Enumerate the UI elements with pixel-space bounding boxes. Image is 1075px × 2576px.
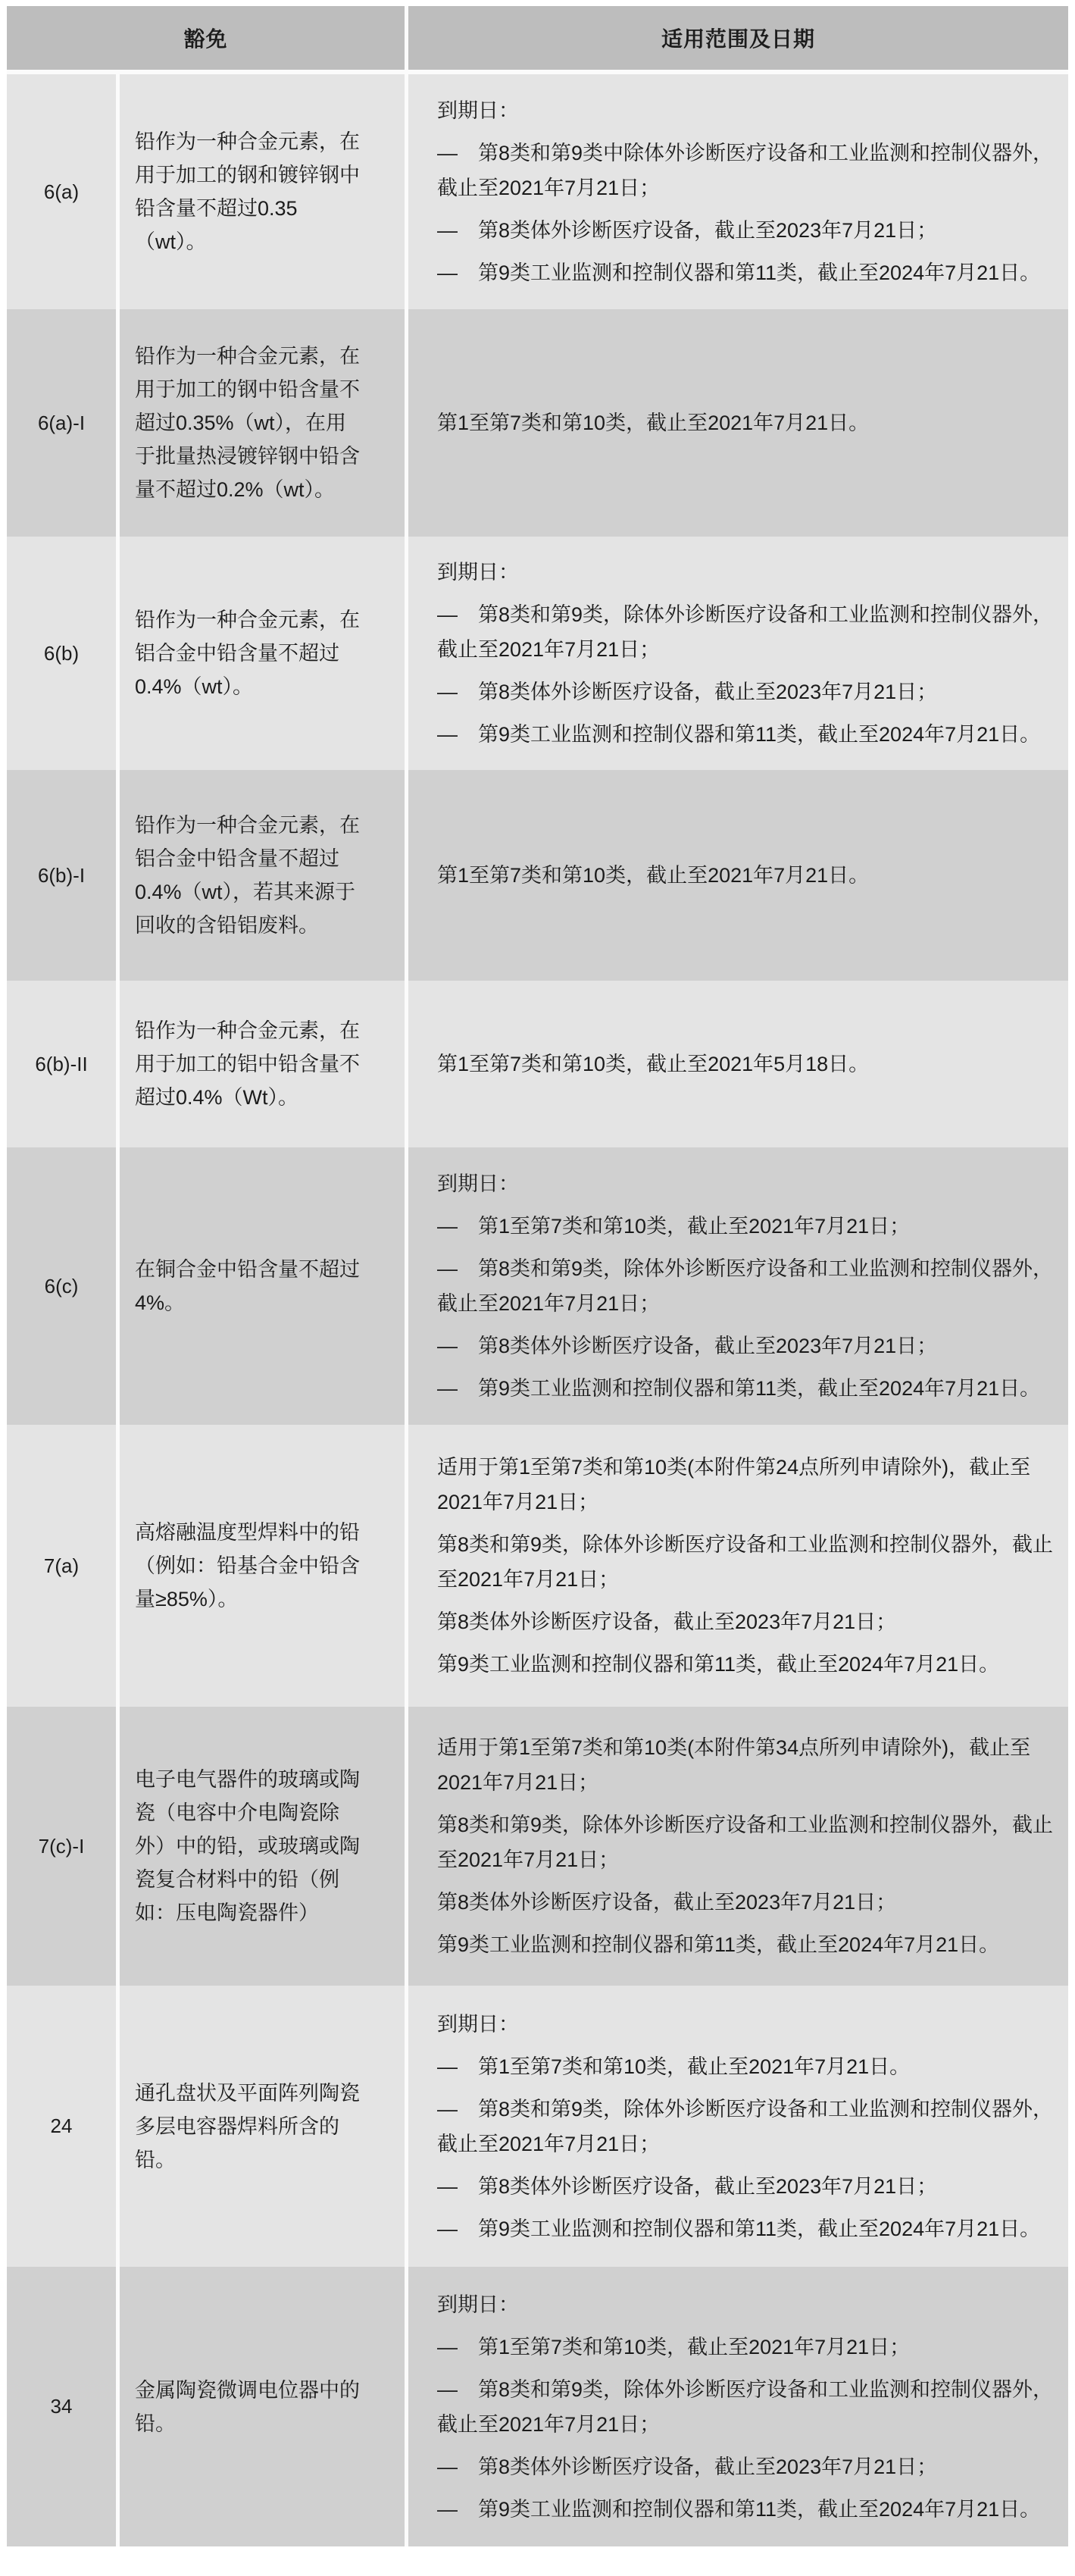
scope-dates-cell — [408, 1425, 1068, 1707]
exemption-description-cell — [120, 1707, 405, 1986]
scope-paragraph: — 第9类工业监测和控制仪器和第11类，截止至2024年7月21日。 — [437, 2497, 1041, 2521]
exemption-description-cell — [120, 1986, 405, 2267]
table-row — [7, 770, 1068, 981]
scope-paragraph: 适用于第1至第7类和第10类(本附件第24点所列申请除外)，截止至2021年7月21日； — [437, 1456, 1031, 1513]
scope-paragraph: — 第9类工业监测和控制仪器和第11类，截止至2024年7月21日。 — [437, 2217, 1041, 2240]
exemption-description-cell — [120, 309, 405, 537]
exemption-description-cell — [120, 2267, 405, 2546]
exemption-paragraph: 铅作为一种合金元素，在用于加工的钢和镀锌钢中铅含量不超过0.35（wt）。 — [135, 130, 360, 253]
scope-paragraph: — 第8类和第9类，除体外诊断医疗设备和工业监测和控制仪器外，截止至2021年7月21日； — [437, 2377, 1054, 2436]
scope-paragraph: 到期日： — [437, 2012, 519, 2036]
exemption-paragraph: 电子电气器件的玻璃或陶瓷（电容中介电陶瓷除外）中的铅，或玻璃或陶瓷复合材料中的铅（例如：压电陶瓷器件） — [135, 1768, 360, 1924]
scope-dates-cell — [408, 537, 1068, 770]
table-row — [7, 537, 1068, 770]
exemption-paragraph: 在铜合金中铅含量不超过4%。 — [135, 1258, 360, 1314]
scope-paragraph: — 第9类工业监测和控制仪器和第11类，截止至2024年7月21日。 — [437, 723, 1041, 746]
scope-paragraph: 适用于第1至第7类和第10类(本附件第34点所列申请除外)，截止至2021年7月21日； — [437, 1736, 1031, 1794]
scope-paragraph: 到期日： — [437, 561, 519, 584]
scope-paragraph: — 第8类体外诊断医疗设备，截止至2023年7月21日； — [437, 2455, 938, 2478]
exemption-code-cell: 6(b) — [7, 537, 116, 770]
scope-dates-cell — [408, 981, 1068, 1147]
exemption-paragraph: 高熔融温度型焊料中的铅（例如：铅基合金中铅含量≥85%）。 — [135, 1521, 360, 1610]
exemption-description-cell — [120, 74, 405, 309]
exemption-description-text — [135, 1763, 364, 1930]
table-row — [7, 1707, 1068, 1986]
scope-paragraph: 第8类和第9类，除体外诊断医疗设备和工业监测和控制仪器外，截止至2021年7月21日； — [437, 1533, 1054, 1591]
scope-paragraph: 第8类体外诊断医疗设备，截止至2023年7月21日； — [437, 1891, 897, 1914]
scope-dates-text — [437, 93, 1055, 290]
header-cell-exemption — [7, 6, 405, 70]
exemption-code-cell: 6(b)-I — [7, 770, 116, 981]
scope-paragraph: — 第9类工业监测和控制仪器和第11类，截止至2024年7月21日。 — [437, 1377, 1041, 1400]
exemption-description-text — [135, 2374, 364, 2440]
scope-paragraph: 第9类工业监测和控制仪器和第11类，截止至2024年7月21日。 — [437, 1653, 1000, 1676]
scope-dates-text — [437, 1450, 1055, 1682]
scope-paragraph: — 第1至第7类和第10类，截止至2021年7月21日。 — [437, 2055, 911, 2078]
scope-paragraph: — 第8类和第9类，除体外诊断医疗设备和工业监测和控制仪器外，截止至2021年7月21日； — [437, 1257, 1054, 1315]
exemption-code-cell: 6(a)-I — [7, 309, 116, 537]
exemption-code-cell: 6(c) — [7, 1147, 116, 1425]
exemption-code-cell: 34 — [7, 2267, 116, 2546]
exemption-paragraph: 通孔盘状及平面阵列陶瓷多层电容器焊料所含的铅。 — [135, 2081, 360, 2171]
exemption-description-text — [135, 1014, 364, 1114]
scope-paragraph: — 第1至第7类和第10类，截止至2021年7月21日； — [437, 1215, 911, 1238]
scope-dates-text — [437, 1730, 1055, 1962]
scope-paragraph: 第8类体外诊断医疗设备，截止至2023年7月21日； — [437, 1610, 897, 1633]
exemption-code-cell: 6(a) — [7, 74, 116, 309]
scope-dates-text — [437, 405, 1055, 440]
scope-paragraph: 到期日： — [437, 1172, 519, 1195]
exemption-description-text — [135, 603, 364, 703]
table-row — [7, 2267, 1068, 2546]
scope-dates-text — [437, 2287, 1055, 2527]
table-row — [7, 1986, 1068, 2267]
exemption-description-cell — [120, 981, 405, 1147]
header-label-scope-dates: 适用范围及日期 — [661, 27, 815, 51]
exemption-description-text — [135, 125, 364, 258]
exemption-code-cell: 7(c)-I — [7, 1707, 116, 1986]
exemption-code-cell: 24 — [7, 1986, 116, 2267]
scope-paragraph: — 第1至第7类和第10类，截止至2021年7月21日； — [437, 2335, 911, 2358]
scope-paragraph: — 第8类体外诊断医疗设备，截止至2023年7月21日； — [437, 681, 938, 703]
header-cell-scope-dates — [408, 6, 1068, 70]
table-row — [7, 1425, 1068, 1707]
scope-dates-cell — [408, 1986, 1068, 2267]
scope-dates-text — [437, 2007, 1055, 2246]
scope-paragraph: 第8类和第9类，除体外诊断医疗设备和工业监测和控制仪器外，截止至2021年7月21日； — [437, 1814, 1054, 1871]
scope-dates-cell — [408, 770, 1068, 981]
exemption-table — [7, 6, 1068, 2546]
exemption-paragraph: 铅作为一种合金元素，在用于加工的钢中铅含量不超过0.35%（wt），在用于批量热浸镀锌钢中铅含量不超过0.2%（wt）。 — [135, 345, 360, 501]
exemption-paragraph: 铅作为一种合金元素，在铝合金中铅含量不超过0.4%（wt），若其来源于回收的含铅铝废料。 — [135, 814, 360, 937]
exemption-description-cell — [120, 770, 405, 981]
exemption-paragraph: 铅作为一种合金元素，在铝合金中铅含量不超过0.4%（wt）。 — [135, 609, 360, 698]
table-row — [7, 74, 1068, 309]
scope-paragraph: 到期日： — [437, 99, 519, 122]
scope-paragraph: — 第9类工业监测和控制仪器和第11类，截止至2024年7月21日。 — [437, 261, 1041, 284]
scope-paragraph: 第1至第7类和第10类，截止至2021年7月21日。 — [437, 412, 870, 434]
exemption-description-cell — [120, 1147, 405, 1425]
table-row — [7, 981, 1068, 1147]
scope-paragraph: — 第8类和第9类，除体外诊断医疗设备和工业监测和控制仪器外，截止至2021年7月21日； — [437, 2097, 1054, 2155]
exemption-code-cell: 6(b)-II — [7, 981, 116, 1147]
header-label-exemption: 豁免 — [183, 27, 228, 51]
scope-paragraph: 第1至第7类和第10类，截止至2021年5月18日。 — [437, 1053, 870, 1075]
exemption-description-text — [135, 1253, 364, 1319]
scope-paragraph: — 第8类和第9类中除体外诊断医疗设备和工业监测和控制仪器外，截止至2021年7月21日； — [437, 142, 1054, 199]
exemption-paragraph: 金属陶瓷微调电位器中的铅。 — [135, 2378, 360, 2435]
table-row — [7, 309, 1068, 537]
scope-dates-cell — [408, 74, 1068, 309]
scope-dates-cell — [408, 309, 1068, 537]
scope-paragraph: 第1至第7类和第10类，截止至2021年7月21日。 — [437, 864, 870, 887]
table-row — [7, 1147, 1068, 1425]
scope-dates-cell — [408, 1147, 1068, 1425]
exemption-paragraph: 铅作为一种合金元素，在用于加工的铝中铅含量不超过0.4%（Wt）。 — [135, 1019, 360, 1109]
scope-dates-text — [437, 858, 1055, 893]
scope-paragraph: 到期日： — [437, 2293, 519, 2316]
exemption-description-text — [135, 1516, 364, 1616]
table-header-row — [7, 6, 1068, 70]
table-body — [7, 74, 1068, 2546]
scope-paragraph: — 第8类体外诊断医疗设备，截止至2023年7月21日； — [437, 2174, 938, 2198]
scope-paragraph: 第9类工业监测和控制仪器和第11类，截止至2024年7月21日。 — [437, 1933, 1000, 1956]
exemption-description-text — [135, 2077, 364, 2177]
scope-paragraph: — 第8类体外诊断医疗设备，截止至2023年7月21日； — [437, 219, 938, 242]
scope-paragraph: — 第8类体外诊断医疗设备，截止至2023年7月21日； — [437, 1335, 938, 1357]
scope-dates-text — [437, 555, 1055, 752]
exemption-description-cell — [120, 1425, 405, 1707]
scope-dates-cell — [408, 2267, 1068, 2546]
exemption-code-cell: 7(a) — [7, 1425, 116, 1707]
exemption-description-text — [135, 340, 364, 506]
scope-dates-cell — [408, 1707, 1068, 1986]
scope-dates-text — [437, 1166, 1055, 1406]
exemption-description-cell — [120, 537, 405, 770]
scope-dates-text — [437, 1047, 1055, 1081]
scope-paragraph: — 第8类和第9类，除体外诊断医疗设备和工业监测和控制仪器外，截止至2021年7月21日； — [437, 603, 1054, 661]
exemption-description-text — [135, 809, 364, 942]
